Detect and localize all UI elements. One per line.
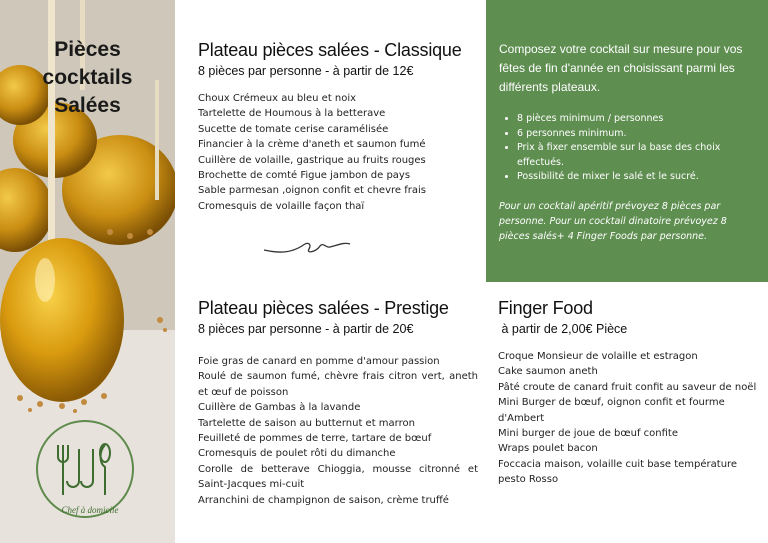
list-item: Brochette de comté Figue jambon de pays [198, 170, 411, 182]
chef-utensils-icon [45, 429, 125, 509]
hero-title-line: Salées [54, 94, 121, 117]
info-bullet: • 6 personnes minimum. [517, 127, 756, 142]
info-bullets [499, 112, 756, 185]
chef-logo [36, 420, 134, 518]
list-item: Financier à la crème d'aneth et saumon fumé [198, 139, 426, 151]
list-item: Choux Crémeux au bleu et noix [198, 93, 357, 104]
section-subtitle: à partir de 2,00€ Pièce [498, 322, 628, 336]
list-item: Cromesquis de volaille façon thaï [198, 200, 365, 212]
item-list [498, 349, 760, 488]
info-intro: Composez votre cocktail sur mesure pour vos fêtes de fin d'année en choisissant parmi les différents plateaux. [499, 42, 743, 94]
list-item: Corolle de betterave Chioggia, mousse citronné et Saint-Jacques mi-cuit [198, 463, 478, 491]
list-item: Wraps poulet bacon [498, 443, 598, 455]
item-list [198, 91, 478, 214]
list-item: Foie gras de canard en pomme d'amour passion [198, 356, 440, 367]
list-item: Croque Monsieur de volaille et estragon [498, 351, 698, 362]
hero-title [0, 36, 175, 120]
section-finger-food [498, 298, 760, 488]
hero-photo [0, 0, 175, 543]
list-item: Feuilleté de pommes de terre, tartare de bœuf [198, 433, 432, 445]
hero-title-line: Pièces [54, 38, 121, 61]
info-bullet: • Possibilité de mixer le salé et le sucré. [517, 170, 756, 185]
list-item: Tartelette de Houmous à la betterave [198, 108, 386, 120]
section-title: Plateau pièces salées - Prestige [198, 298, 449, 318]
list-item: Cuillère de Gambas à la lavande [198, 402, 361, 414]
section-prestige [198, 298, 478, 508]
list-item: Roulé de saumon fumé, chèvre frais citron vert, aneth et œuf de poisson [198, 371, 478, 398]
section-title: Finger Food [498, 298, 593, 318]
section-classique [198, 40, 478, 214]
section-subtitle: 8 pièces par personne - à partir de 12€ [198, 64, 414, 78]
list-item: Sucette de tomate cerise caramélisée [198, 123, 389, 135]
list-item: Foccacia maison, volaille cuit base température pesto Rosso [498, 458, 738, 486]
list-item: Pâté croute de canard fruit confit au saveur de noël [498, 381, 757, 393]
info-bullet: • 8 pièces minimum / personnes [517, 112, 756, 127]
flourish-divider [262, 236, 352, 258]
section-subtitle: 8 pièces par personne - à partir de 20€ [198, 322, 414, 336]
hero-title-line: cocktails [42, 66, 133, 89]
item-list [198, 354, 478, 508]
list-item: Sable parmesan ,oignon confit et chevre frais [198, 185, 426, 197]
list-item: Cuillère de volaille, gastrique au fruits rouges [198, 154, 426, 166]
list-item: Cromesquis de poulet rôti du dimanche [198, 448, 396, 460]
list-item: Cake saumon aneth [498, 366, 598, 378]
info-bullet: • Prix à fixer ensemble sur la base des choix effectués. [517, 141, 756, 170]
list-item: Mini Burger de bœuf, oignon confit et fourme d'Ambert [498, 397, 725, 424]
section-title: Plateau pièces salées - Classique [198, 40, 462, 60]
info-note: Pour un cocktail apéritif prévoyez 8 pièces par personne. Pour un cocktail dinatoire prévoyez 8 pièces salés+ 4 Finger Foods par personne. [499, 200, 727, 242]
list-item: Mini burger de joue de bœuf confite [498, 428, 678, 440]
logo-caption: Chef à domicile [61, 505, 119, 515]
list-item: Tartelette de saison au butternut et marron [198, 417, 415, 429]
info-panel [486, 0, 768, 282]
list-item: Arranchini de champignon de saison, crème truffé [198, 494, 449, 506]
